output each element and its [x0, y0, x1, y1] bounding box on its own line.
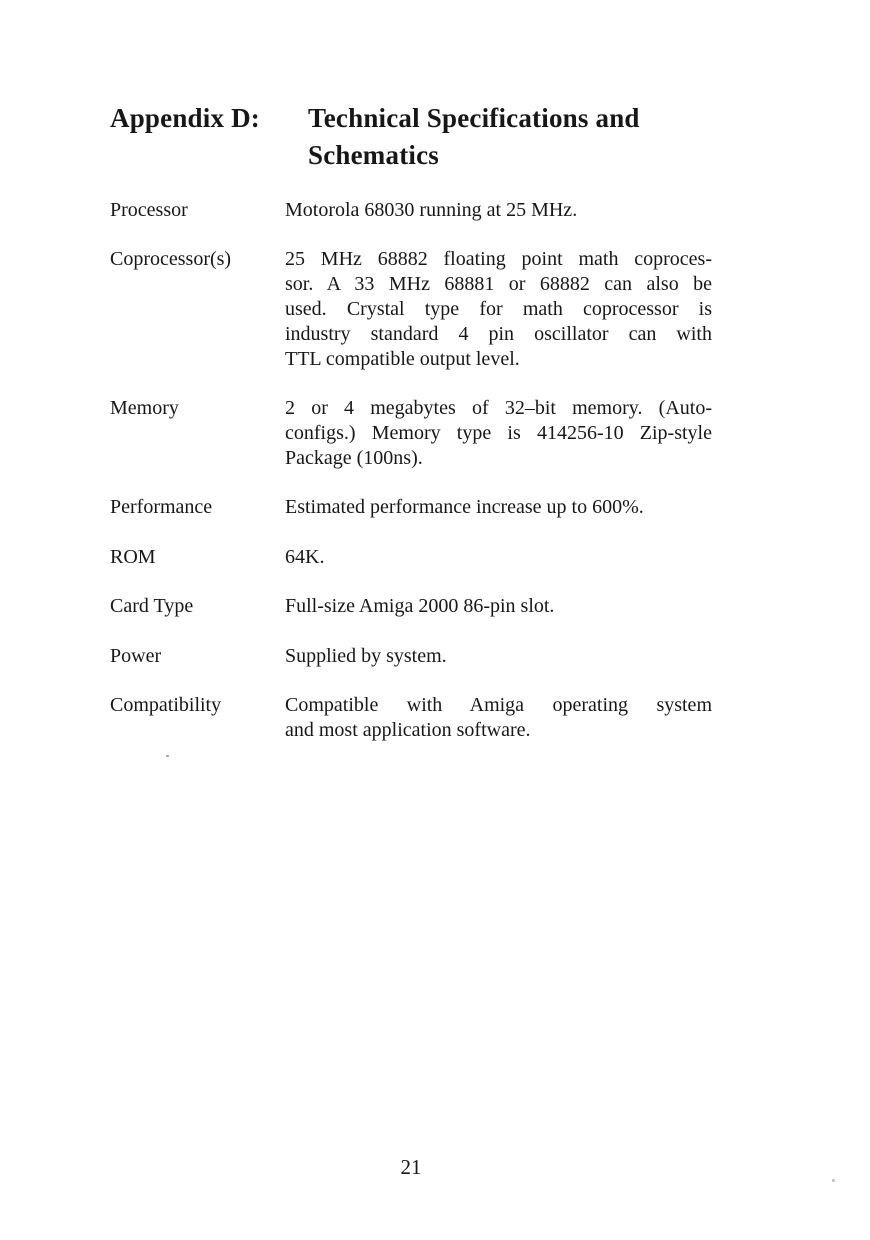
spec-row-coprocessors [110, 247, 712, 372]
spec-label: Compatibility [110, 694, 222, 716]
appendix-title-line1: Technical Specifications and [308, 103, 640, 133]
spec-value-line: Package (100ns). [285, 447, 423, 469]
spec-value [285, 198, 712, 223]
appendix-heading [110, 100, 714, 174]
spec-row-compatibility [110, 693, 712, 743]
spec-row-performance [110, 495, 712, 520]
spec-value [285, 545, 712, 570]
appendix-title-line2: Schematics [308, 140, 439, 170]
spec-value-line: Compatible with Amiga operating system [285, 694, 712, 716]
spec-value-line: Full-size Amiga 2000 86-pin slot. [285, 595, 555, 617]
spec-value-line: Estimated performance increase up to 600%. [285, 496, 644, 518]
spec-value-line: TTL compatible output level. [285, 348, 520, 370]
spec-value-line: configs.) Memory type is 414256-10 Zip-style [285, 422, 712, 444]
scan-speck [166, 755, 169, 757]
spec-row-memory [110, 396, 712, 471]
spec-label: Coprocessor(s) [110, 248, 232, 270]
appendix-label: Appendix D: [110, 103, 260, 133]
spec-value [285, 247, 712, 372]
spec-row-processor [110, 198, 712, 223]
scan-speck [832, 1179, 835, 1182]
spec-value-line: 2 or 4 megabytes of 32–bit memory. (Auto- [285, 397, 712, 419]
spec-label: Power [110, 645, 162, 667]
spec-value-line: 25 MHz 68882 floating point math coproces- [285, 248, 712, 270]
spec-label: Performance [110, 496, 213, 518]
page-number: 21 [400, 1155, 422, 1179]
spec-value-line: industry standard 4 pin oscillator can with [285, 323, 712, 345]
spec-label: Card Type [110, 595, 194, 617]
spec-value [285, 396, 712, 471]
spec-row-card-type [110, 594, 712, 619]
spec-row-power [110, 644, 712, 669]
spec-label: ROM [110, 546, 156, 568]
spec-value-line: and most application software. [285, 719, 531, 741]
spec-value-line: 64K. [285, 546, 325, 568]
spec-value-line: used. Crystal type for math coprocessor is [285, 298, 712, 320]
appendix-title [308, 100, 714, 174]
spec-value [285, 693, 712, 743]
spec-value [285, 495, 712, 520]
spec-value [285, 644, 712, 669]
spec-row-rom [110, 545, 712, 570]
spec-label: Memory [110, 397, 179, 419]
spec-value-line: Supplied by system. [285, 645, 447, 667]
spec-label: Processor [110, 199, 188, 221]
spec-value [285, 594, 712, 619]
spec-value-line: Motorola 68030 running at 25 MHz. [285, 199, 578, 221]
spec-value-line: sor. A 33 MHz 68881 or 68882 can also be [285, 273, 712, 295]
